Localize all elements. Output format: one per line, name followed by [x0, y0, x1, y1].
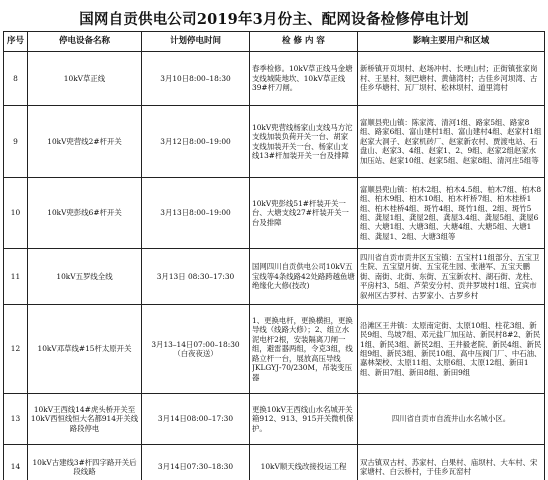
cell-time: 3月13–14日07:00–18:30（白夜夜送） [142, 305, 250, 394]
cell-device: 10kV兜营线2#杆开关 [28, 106, 142, 178]
table-row [4, 52, 545, 106]
cell-users-text: 富顺县兜山镇：柏木2组、柏木4.5组、柏木7组、柏木8组、柏木9组、柏木10组、柏木杆桥7组、柏木桂桥1组、柏木桂桥4组、斑竹4组、斑竹1组、2组、斑竹5组、龚屋1组、龚屋2组、龚屋3.4组、龚屋5组、龚屋6组、大塘1组、大塘3组、大塘4组、大塘5组、大塘1组、龚屋1、2组、大塘3组等 [360, 184, 542, 241]
cell-device: 10kV草正线 [28, 52, 142, 106]
cell-content-text: 更换10kV王西线山水名城开关箱912、913、915开关微机保护。 [252, 404, 354, 433]
cell-device: 10kV邓草线#15杆太原开关 [28, 305, 142, 394]
cell-users [358, 394, 545, 445]
cell-content-text: 10kV兜营线杨家山支线马方沱支线加装负荷开关一台、胡家支线加装开关一台、杨家山支线13#杆加装开关一台及排障 [252, 122, 353, 160]
cell-content-text: 1、更换电杆，更换横担，更换导线（线路大修）；2、组立水泥电杆2根，安装隔离刀闸一组，避雷器两组，令克3组，线路立杆一台，展放高压导线JKLGYJ-70/230M，吊装变压器 [252, 316, 353, 382]
cell-content [250, 305, 358, 394]
cell-seq: 13 [4, 394, 28, 445]
cell-seq: 8 [4, 52, 28, 106]
cell-users-text: 新桥镇开页坝村、赵场冲村、长埂山村；正街镇张家岗村、王星村、刻巴塘村、黄储湾村；古佳乡河坝湾、古佳乡华塘村、瓦厂坝村、松林坝村、道里湾村 [360, 64, 538, 93]
cell-content [250, 178, 358, 249]
cell-device: 10kV古建线3#杆四字路开关后段线路 [28, 445, 142, 480]
cell-users [358, 106, 545, 178]
cell-content-text: 国网四川自贡供电公司10kV五宝线等4条线路42处路跨越鱼塘绝缘化大修(技改) [252, 262, 355, 291]
table-row [4, 178, 545, 249]
cell-seq: 14 [4, 445, 28, 480]
cell-users-text: 四川省自贡市贡井区五宝镇：五宝村11组部分、五宝卫生院、五宝望月街、五宝花生园、张港军、五宝天鹏街、南街、北街、东街、五宝新农村、湖石街、龙柱、平房村3、5组、芦荣安分村、贡井罗坡村1组、宜宾市叙州区古罗村、古罗家小、古罗乡村 [360, 252, 540, 300]
table-header-row [4, 32, 545, 52]
table-row [4, 394, 545, 445]
cell-seq: 10 [4, 178, 28, 249]
header-device: 停电设备名称 [28, 32, 142, 52]
cell-users [358, 305, 545, 394]
cell-device: 10kV五罗线全线 [28, 249, 142, 305]
cell-seq: 11 [4, 249, 28, 305]
cell-content [250, 445, 358, 480]
cell-users-text: 富顺县兜山镇：陈家湾、清河1组、路家5组、路家8组、路家6组、富山建村1组、富山建村4组、赵家村1组赵家大洞子、赵家机砖厂、赵家新农村、贾渡电站、石盘山、赵家3、4组、赵家1、2、9组、赵家2组赵家水加压站、赵家10组、赵家5组、赵家8组、清河庄5组等 [360, 117, 542, 165]
cell-content-text: 10kV顺天线改接投运工程 [260, 462, 347, 472]
header-time: 计划停电时间 [142, 32, 250, 52]
cell-content [250, 394, 358, 445]
cell-device: 10kV王西线14#虎头桥开关至10kV西恒线恒大名都914开关线路段停电 [28, 394, 142, 445]
cell-content-text: 10kV兜彭线51#杆装开关一台、大塘支线27#杆装开关一台及排障 [252, 198, 349, 227]
cell-users-text: 双古镇双古村、苏家村、白果村、庙坝村、大车村、宋家塘村、白云桥村，于佳乡瓦窑村 [360, 457, 538, 476]
outage-plan-table [3, 31, 545, 480]
table-row [4, 445, 545, 480]
header-seq: 序号 [4, 32, 28, 52]
cell-time: 3月10日8:00–18:30 [142, 52, 250, 106]
cell-users-text: 沿滩区王井镇：太原南定街、太原10组、柱花3组、新民9组、鸟坡7组、邓元盐厂加压站、新民村8#2、新民1组、新民3组、新民2组、王井毅老院、新民4组、新民组9组、新民3组、新民10组、高中压阀门厂、中石油、嘉林架校、太原11组、太原6组、太原12组、新田1组、新田7组、新田8组、新田9组 [360, 320, 542, 377]
header-content: 检 修 内 容 [250, 32, 358, 52]
cell-time: 3月14日08:00–17:30 [142, 394, 250, 445]
cell-seq: 9 [4, 106, 28, 178]
table-row [4, 305, 545, 394]
cell-content [250, 106, 358, 178]
cell-users [358, 52, 545, 106]
cell-users [358, 249, 545, 305]
header-users: 影响主要用户和区域 [358, 32, 545, 52]
cell-time: 3月13日8:00–19:00 [142, 178, 250, 249]
cell-device: 10kV兜彭线6#杆开关 [28, 178, 142, 249]
cell-time: 3月12日8:00–19:00 [142, 106, 250, 178]
cell-content [250, 52, 358, 106]
table-row [4, 106, 545, 178]
cell-users [358, 178, 545, 249]
document-title: 国网自贡供电公司2019年3月份主、配网设备检修停电计划 [79, 11, 469, 28]
cell-time: 3月14日07:30–18:30 [142, 445, 250, 480]
table-row [4, 249, 545, 305]
cell-users-text: 四川省自贡市自流井山水名城小区。 [391, 414, 511, 424]
cell-content-text: 春季检修。10kV草正线马金塘支线城陡地坎、10kV草正线39#杆刀闸。 [252, 64, 353, 93]
cell-users [358, 445, 545, 480]
cell-seq: 12 [4, 305, 28, 394]
cell-content [250, 249, 358, 305]
cell-time: 3月13日 08:30–17:30 [142, 249, 250, 305]
